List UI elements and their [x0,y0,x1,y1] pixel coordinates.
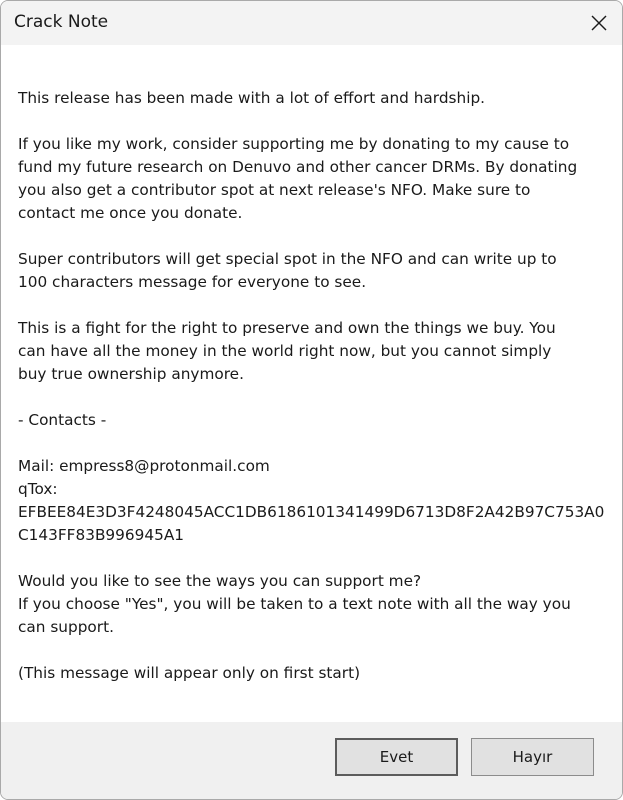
message-line: - Contacts - [18,411,107,429]
message-body [18,87,608,708]
message-line: qTox: [18,480,58,498]
message-line: Would you like to see the ways you can support me? [18,572,422,590]
message-line: (This message will appear only on first start) [18,664,361,682]
no-button[interactable]: Hayır [471,738,594,776]
message-line: can have all the money in the world right now, but you cannot simply [18,342,552,360]
message-paragraph [18,570,608,639]
close-button[interactable] [576,1,622,45]
message-line: 100 characters message for everyone to see. [18,273,367,291]
message-paragraph [18,248,608,294]
message-paragraph [18,87,608,110]
message-line: Super contributors will get special spot in the NFO and can write up to [18,250,557,268]
message-line: This release has been made with a lot of effort and hardship. [18,89,486,107]
close-icon [591,15,607,31]
message-line: you also get a contributor spot at next release's NFO. Make sure to [18,181,531,199]
message-paragraph [18,133,608,225]
message-line: C143FF83B996945A1 [18,526,185,544]
message-paragraph [18,455,608,547]
title-bar [1,1,622,45]
message-paragraph [18,662,608,685]
message-line: Mail: empress8@protonmail.com [18,457,270,475]
message-line: can support. [18,618,114,636]
message-line: EFBEE84E3D3F4248045ACC1DB6186101341499D6713D8F2A42B97C753A0 [18,503,605,521]
message-line: buy true ownership anymore. [18,365,244,383]
message-paragraph [18,409,608,432]
message-line: If you like my work, consider supporting me by donating to my cause to [18,135,570,153]
message-line: If you choose "Yes", you will be taken to a text note with all the way you [18,595,571,613]
message-line: fund my future research on Denuvo and other cancer DRMs. By donating [18,158,578,176]
message-line: This is a fight for the right to preserve and own the things we buy. You [18,319,556,337]
window-title: Crack Note [14,12,109,32]
yes-button[interactable]: Evet [335,738,458,776]
message-paragraph [18,317,608,386]
message-line: contact me once you donate. [18,204,243,222]
button-bar [1,722,622,800]
